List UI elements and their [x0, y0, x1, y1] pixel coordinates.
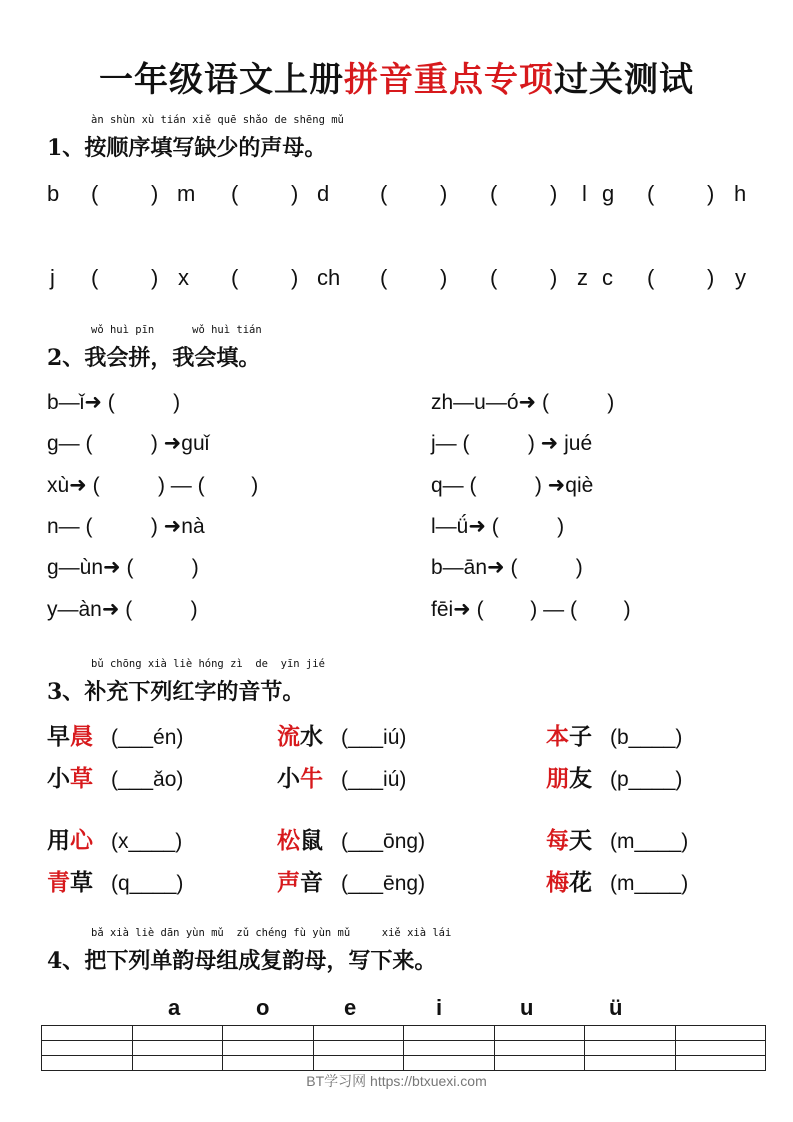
syllable-blank[interactable]: (b____) [610, 726, 683, 749]
bracket-open[interactable]: ( [647, 265, 655, 290]
section-1-heading [47, 114, 344, 162]
char-1: 小 [277, 765, 300, 792]
section-2-heading [47, 324, 262, 372]
bracket-close: ) [151, 181, 159, 206]
grid-cell[interactable] [404, 1041, 495, 1056]
syllable-blank[interactable]: (q____) [111, 872, 184, 895]
char-1: 松 [277, 827, 300, 854]
spelling-item[interactable]: q— ( ) ➜qiè [431, 474, 594, 497]
letter: h [734, 181, 747, 206]
syllable-blank[interactable]: (___iú) [341, 768, 407, 791]
letter: z [577, 265, 588, 290]
bracket-close: ) [550, 181, 558, 206]
section-3-pinyin: bǔ chōng xià liè hóng zì de yīn jié [91, 658, 325, 670]
grid-cell[interactable] [223, 1056, 314, 1071]
section-2-text: 我会拼，我会填。 [84, 345, 261, 371]
char-2: 晨 [70, 723, 93, 750]
char-1: 青 [47, 869, 70, 896]
syllable-item [47, 718, 183, 751]
spelling-item[interactable]: xù➜ ( ) — ( ) [47, 474, 259, 497]
bracket-close: ) [440, 265, 448, 290]
grid-cell[interactable] [223, 1041, 314, 1056]
char-1: 小 [47, 765, 70, 792]
section-1-row-1 [47, 181, 767, 211]
vowel-label: ü [609, 995, 623, 1020]
syllable-item [47, 864, 183, 897]
syllable-item [546, 760, 682, 793]
vowel-label: a [168, 995, 181, 1020]
word [277, 765, 323, 792]
section-1-row-2 [47, 265, 767, 295]
spelling-item[interactable]: zh—u—ó➜ ( ) [431, 391, 615, 414]
bracket-open[interactable]: ( [490, 181, 498, 206]
syllable-item [546, 718, 682, 751]
grid-cell[interactable] [313, 1041, 404, 1056]
letter: c [602, 265, 613, 290]
grid-cell[interactable] [42, 1026, 133, 1041]
char-2: 天 [569, 827, 592, 854]
letter: ch [317, 265, 341, 290]
bracket-open[interactable]: ( [380, 181, 388, 206]
letter: m [177, 181, 196, 206]
syllable-item [546, 822, 688, 855]
letter: l [582, 181, 587, 206]
syllable-blank[interactable]: (___ēng) [341, 872, 426, 895]
char-2: 草 [70, 765, 93, 792]
char-2: 友 [569, 765, 592, 792]
char-1: 每 [546, 827, 569, 854]
grid-cell[interactable] [494, 1041, 585, 1056]
char-1: 早 [47, 723, 70, 750]
word [277, 827, 323, 854]
letter: y [735, 265, 746, 290]
grid-cell[interactable] [675, 1026, 766, 1041]
char-1: 流 [277, 723, 300, 750]
syllable-blank[interactable]: (___iú) [341, 726, 407, 749]
char-2: 水 [300, 723, 323, 750]
section-4-number: 4、 [47, 948, 85, 974]
spelling-item[interactable]: fēi➜ ( ) — ( ) [431, 598, 631, 621]
section-2-pinyin: wǒ huì pīn wǒ huì tián [91, 324, 262, 336]
footer-watermark: BT学习网 https://btxuexi.com [306, 1073, 487, 1089]
grid-cell[interactable] [132, 1056, 223, 1071]
spelling-item[interactable]: n— ( ) ➜nà [47, 515, 205, 538]
section-1-number: 1、 [47, 135, 85, 161]
syllable-item [546, 864, 688, 897]
word [47, 869, 93, 896]
spelling-item[interactable]: j— ( ) ➜ jué [431, 432, 593, 455]
spelling-item[interactable]: b—ǐ➜ ( ) [47, 391, 181, 414]
spelling-item[interactable]: l—ǘ➜ ( ) [431, 515, 565, 538]
section-3-number: 3、 [47, 679, 85, 705]
title-part-1: 一年级语文上册 [99, 60, 344, 100]
grid-cell[interactable] [132, 1041, 223, 1056]
syllable-item [277, 822, 425, 855]
grid-cell[interactable] [42, 1056, 133, 1071]
syllable-blank[interactable]: (m____) [610, 830, 689, 853]
char-2: 鼠 [300, 827, 323, 854]
answer-grid [41, 1025, 766, 1071]
grid-cell[interactable] [585, 1026, 676, 1041]
section-3-text: 补充下列红字的音节。 [84, 679, 305, 705]
letter: b [47, 181, 60, 206]
section-2-number: 2、 [47, 345, 85, 371]
word [47, 723, 93, 750]
grid-cell[interactable] [132, 1026, 223, 1041]
section-1-pinyin: àn shùn xù tián xiě quē shǎo de shēng mǔ [91, 114, 344, 126]
vowel-label: i [436, 995, 443, 1020]
grid-cell[interactable] [42, 1041, 133, 1056]
grid-cell[interactable] [223, 1026, 314, 1041]
grid-cell[interactable] [313, 1056, 404, 1071]
section-4-heading [47, 927, 452, 975]
bracket-open[interactable]: ( [490, 265, 498, 290]
spelling-item[interactable]: g— ( ) ➜guǐ [47, 432, 210, 455]
char-1: 朋 [546, 765, 569, 792]
syllable-blank[interactable]: (p____) [610, 768, 683, 791]
letter: j [50, 265, 55, 290]
char-2: 草 [70, 869, 93, 896]
grid-cell[interactable] [494, 1056, 585, 1071]
section-4-pinyin: bǎ xià liè dān yùn mǔ zǔ chéng fù yùn mǔ xiě xià lái [91, 927, 452, 939]
bracket-open[interactable]: ( [91, 265, 99, 290]
section-1-text: 按顺序填写缺少的声母。 [84, 135, 327, 161]
syllable-item [47, 760, 183, 793]
vowel-label: o [256, 995, 270, 1020]
syllable-item [277, 864, 425, 897]
word [47, 827, 93, 854]
grid-cell[interactable] [494, 1026, 585, 1041]
title-part-red: 拼音重点专项 [344, 60, 554, 100]
letter: g [602, 181, 615, 206]
grid-row [42, 1056, 766, 1071]
grid-cell[interactable] [404, 1056, 495, 1071]
char-2: 牛 [300, 765, 323, 792]
bracket-close: ) [291, 265, 299, 290]
bracket-close: ) [151, 265, 159, 290]
syllable-item [277, 760, 406, 793]
bracket-close: ) [440, 181, 448, 206]
letter: d [317, 181, 330, 206]
page-title [0, 52, 793, 101]
syllable-item [277, 718, 406, 751]
word [546, 723, 592, 750]
bracket-open[interactable]: ( [231, 181, 239, 206]
spelling-item[interactable]: g—ùn➜ ( ) [47, 556, 199, 579]
bracket-close: ) [550, 265, 558, 290]
word [546, 827, 592, 854]
vowel-label: e [344, 995, 357, 1020]
title-part-3: 过关测试 [554, 60, 694, 100]
char-1: 声 [277, 869, 300, 896]
syllable-blank[interactable]: (___ōng) [341, 830, 426, 853]
char-2: 花 [569, 869, 592, 896]
grid-cell[interactable] [675, 1041, 766, 1056]
bracket-close: ) [707, 265, 715, 290]
word [277, 723, 323, 750]
word [47, 765, 93, 792]
char-1: 本 [546, 723, 569, 750]
section-4-text: 把下列单韵母组成复韵母，写下来。 [84, 948, 437, 974]
letter: x [178, 265, 189, 290]
grid-cell[interactable] [313, 1026, 404, 1041]
syllable-blank[interactable]: (m____) [610, 872, 689, 895]
bracket-close: ) [291, 181, 299, 206]
char-2: 心 [70, 827, 93, 854]
bracket-open[interactable]: ( [231, 265, 239, 290]
word [546, 765, 592, 792]
bracket-open[interactable]: ( [91, 181, 99, 206]
char-2: 音 [300, 869, 323, 896]
syllable-blank[interactable]: (___én) [111, 726, 184, 749]
bracket-open[interactable]: ( [647, 181, 655, 206]
word [277, 869, 323, 896]
grid-row [42, 1026, 766, 1041]
grid-cell[interactable] [585, 1056, 676, 1071]
bracket-open[interactable]: ( [380, 265, 388, 290]
vowel-row [0, 995, 793, 1021]
syllable-blank[interactable]: (___ǎo) [111, 768, 184, 791]
vowel-label: u [520, 995, 534, 1020]
grid-row [42, 1041, 766, 1056]
grid-cell[interactable] [404, 1026, 495, 1041]
char-1: 梅 [546, 869, 569, 896]
syllable-blank[interactable]: (x____) [111, 830, 183, 853]
grid-cell[interactable] [675, 1056, 766, 1071]
syllable-item [47, 822, 182, 855]
char-1: 用 [47, 827, 70, 854]
spelling-item[interactable]: y—àn➜ ( ) [47, 598, 198, 621]
char-2: 子 [569, 723, 592, 750]
grid-cell[interactable] [585, 1041, 676, 1056]
section-3-heading [47, 658, 325, 706]
bracket-close: ) [707, 181, 715, 206]
word [546, 869, 592, 896]
spelling-item[interactable]: b—ān➜ ( ) [431, 556, 583, 579]
